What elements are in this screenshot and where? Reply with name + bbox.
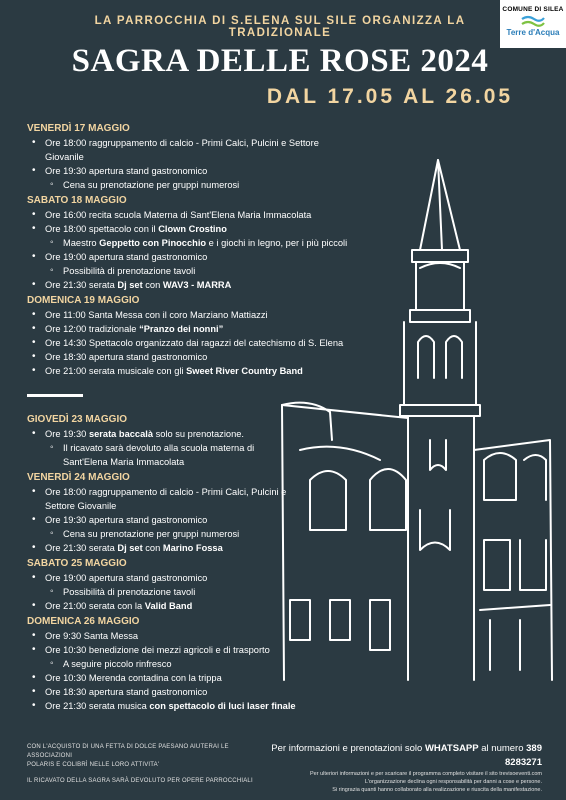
comune-name: COMUNE DI SILEA xyxy=(502,6,564,13)
section-divider xyxy=(27,394,83,397)
item-text: Ore 9:30 Santa Messa xyxy=(45,631,139,641)
contact-mid: al numero xyxy=(478,743,527,754)
item-text: A seguire piccolo rinfresco xyxy=(63,659,172,669)
item-text: Ore 21:30 serata musica xyxy=(45,701,150,711)
day-heading: DOMENICA 26 MAGGIO xyxy=(27,616,140,627)
schedule-item xyxy=(27,308,357,322)
highlight-text: Sweet River Country Band xyxy=(186,366,303,376)
highlight-text: Marino Fossa xyxy=(162,543,223,553)
footer-contact xyxy=(262,742,542,794)
schedule-item xyxy=(27,208,357,222)
item-text: Ore 18:30 apertura stand gastronomico xyxy=(45,687,208,697)
event-schedule xyxy=(27,122,357,715)
item-text: con xyxy=(142,543,163,553)
schedule-item xyxy=(27,643,357,657)
day-heading: DOMENICA 19 MAGGIO xyxy=(27,295,140,306)
schedule-item xyxy=(27,250,357,264)
item-text: Ore 21:00 serata con la xyxy=(45,601,145,611)
schedule-item xyxy=(27,513,357,527)
schedule-item xyxy=(27,485,357,499)
item-text: Cena su prenotazione per gruppi numerosi xyxy=(63,529,240,539)
item-text: Ore 18:00 raggruppamento di calcio - Primi Calci, Pulcini e Settore Giovanile xyxy=(45,138,319,162)
liability-note: L'organizzazione declina ogni responsabilità per danni a cose e persone. xyxy=(364,779,542,785)
item-text: Ore 16:00 recita scuola Materna di Sant'Elena Maria Immacolata xyxy=(45,210,312,220)
item-text: Ore 10:30 benedizione dei mezzi agricoli e di trasporto xyxy=(45,645,270,655)
waves-logo-icon xyxy=(520,15,546,27)
schedule-subitem xyxy=(27,585,357,599)
highlight-text: Dj set xyxy=(117,280,143,290)
schedule-item xyxy=(27,541,357,555)
schedule-item xyxy=(27,671,357,685)
item-text: e i giochi in legno, per i più piccoli xyxy=(206,238,348,248)
item-text: con xyxy=(142,280,163,290)
highlight-text: Dj set xyxy=(117,543,143,553)
item-text: Maestro xyxy=(63,238,100,248)
schedule-subitem xyxy=(27,441,357,455)
footer-notes xyxy=(27,743,257,786)
thanks-note: Si ringrazia quanti hanno collaborato alla realizzazione e riuscita della manifestazione. xyxy=(332,787,542,793)
schedule-item xyxy=(27,222,357,236)
item-text: Ore 21:00 serata musicale con gli xyxy=(45,366,187,376)
item-text: Ore 11:00 Santa Messa con il coro Marziano Mattiazzi xyxy=(45,310,268,320)
highlight-text: serata baccalà xyxy=(88,429,154,439)
highlight-text: Valid Band xyxy=(144,601,193,611)
day-heading: VENERDÌ 24 MAGGIO xyxy=(27,472,130,483)
item-text: Settore Giovanile xyxy=(45,501,117,511)
whatsapp-label: WHATSAPP xyxy=(424,743,479,754)
website-note: Per ulteriori informazioni e per scaricare il programma completo visitare il sito trevisoeventi.com xyxy=(310,771,542,777)
day-heading: SABATO 18 MAGGIO xyxy=(27,195,127,206)
schedule-item xyxy=(27,136,357,164)
item-text: Ore 21:30 serata xyxy=(45,543,118,553)
brand-name: Terre d'Acqua xyxy=(506,28,560,37)
day-heading: GIOVEDÌ 23 MAGGIO xyxy=(27,414,128,425)
item-text: Ore 19:00 apertura stand gastronomico xyxy=(45,252,208,262)
schedule-subitem xyxy=(27,657,357,671)
item-text: solo su prenotazione. xyxy=(153,429,244,439)
highlight-text: Clown Crostino xyxy=(158,224,227,234)
schedule-item xyxy=(27,699,357,713)
item-text: Possibilità di prenotazione tavoli xyxy=(63,266,196,276)
item-text: Ore 14:30 Spettacolo organizzato dai ragazzi del catechismo di S. Elena xyxy=(45,338,344,348)
schedule-item xyxy=(27,427,357,441)
item-text: Ore 10:30 Merenda contadina con la trippa xyxy=(45,673,222,683)
organizer-line: LA PARROCCHIA DI S.ELENA SUL SILE ORGANIZZA LA TRADIZIONALE xyxy=(94,15,466,39)
poster-title: SAGRA DELLE ROSE 2024 xyxy=(71,43,489,79)
comune-logo xyxy=(500,0,566,48)
schedule-item xyxy=(27,322,357,336)
highlight-text: con spettacolo di luci laser finale xyxy=(149,701,296,711)
phone-number[interactable]: 389 8283271 xyxy=(505,743,542,768)
schedule-item xyxy=(27,350,357,364)
item-text: Possibilità di prenotazione tavoli xyxy=(63,587,196,597)
footer-note-3: IL RICAVATO DELLA SAGRA SARÀ DEVOLUTO PER OPERE PARROCCHIALI xyxy=(27,778,253,784)
schedule-item xyxy=(27,571,357,585)
schedule-item xyxy=(27,629,357,643)
highlight-text: “Pranzo dei nonni” xyxy=(139,324,224,334)
item-text: Ore 19:00 apertura stand gastronomico xyxy=(45,573,208,583)
schedule-item xyxy=(27,685,357,699)
contact-prefix: Per informazioni e prenotazioni solo xyxy=(271,743,425,754)
item-text: Ore 18:00 spettacolo con il xyxy=(45,224,159,234)
schedule-item xyxy=(27,499,357,513)
schedule-item xyxy=(27,364,357,378)
schedule-subitem xyxy=(27,178,357,192)
item-text: Ore 19:30 apertura stand gastronomico xyxy=(45,166,208,176)
highlight-text: Geppetto con Pinocchio xyxy=(99,238,207,248)
schedule-item xyxy=(27,599,357,613)
day-heading: SABATO 25 MAGGIO xyxy=(27,558,127,569)
footer-note-2: POLARIS E COLIBRÌ NELLE LORO ATTIVITA' xyxy=(27,762,160,768)
schedule-item xyxy=(27,278,357,292)
schedule-subitem xyxy=(27,236,357,250)
item-text: Ore 18:00 raggruppamento di calcio - Primi Calci, Pulcini e xyxy=(45,487,287,497)
item-text: Sant'Elena Maria Immacolata xyxy=(63,457,185,467)
item-text: Ore 18:30 apertura stand gastronomico xyxy=(45,352,208,362)
item-text: Ore 21:30 serata xyxy=(45,280,118,290)
schedule-item xyxy=(27,164,357,178)
event-dates: DAL 17.05 AL 26.05 xyxy=(266,85,514,108)
day-heading: VENERDÌ 17 MAGGIO xyxy=(27,123,130,134)
schedule-item xyxy=(27,455,357,469)
item-text: Ore 19:30 apertura stand gastronomico xyxy=(45,515,208,525)
schedule-subitem xyxy=(27,264,357,278)
item-text: Ore 19:30 xyxy=(45,429,89,439)
highlight-text: WAV3 - MARRA xyxy=(162,280,232,290)
schedule-subitem xyxy=(27,527,357,541)
contact-line xyxy=(262,742,542,770)
schedule-item xyxy=(27,336,357,350)
footer-note-1: CON L'ACQUISTO DI UNA FETTA DI DOLCE PAESANO AIUTERAI LE ASSOCIAZIONI xyxy=(27,744,229,759)
item-text: Il ricavato sarà devoluto alla scuola materna di xyxy=(63,443,255,453)
item-text: Cena su prenotazione per gruppi numerosi xyxy=(63,180,240,190)
item-text: Ore 12:00 tradizionale xyxy=(45,324,140,334)
